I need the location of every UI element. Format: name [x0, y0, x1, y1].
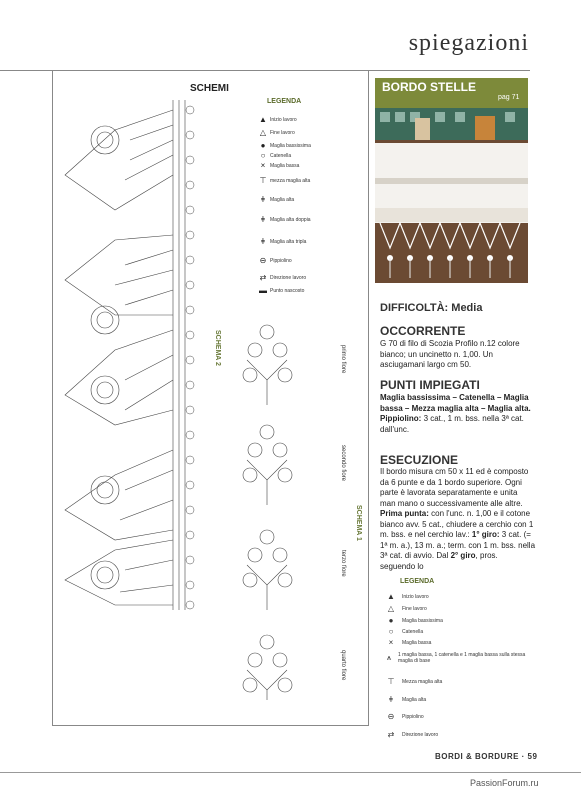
occorrente-text: G 70 di filo di Scozia Profilo n.12 colore bianco; un uncinetto n. 1,00. Un asciugamani largo cm 50.	[380, 339, 520, 369]
legend-item: × Maglia bassa	[380, 638, 530, 647]
start-arrow-icon: ▲	[259, 115, 267, 124]
motif-label: secondo fiore	[340, 445, 346, 482]
schemi-title: SCHEMI	[190, 83, 229, 94]
legend-item: ● Maglia bassissima	[256, 141, 311, 150]
triple-treble-icon: ǂ	[260, 237, 266, 246]
legend-item: △ Fine lavoro	[380, 604, 530, 613]
treble-icon: ǂ	[260, 215, 266, 224]
legend-item: ⊖ Pippiolino	[380, 712, 530, 721]
towel-photo	[375, 108, 528, 283]
legend-item: ⇄ Direzione lavoro	[380, 730, 530, 739]
difficulty: DIFFICOLTÀ: Media	[380, 302, 483, 314]
slip-stitch-icon: ●	[260, 141, 266, 150]
esecuzione-text: Il bordo misura cm 50 x 11 ed è composto da 6 punte e da 1 bordo superiore. Ogni parte è lavorata separatamente e unita man mano o successivamente alle altre. Prima punta: con l'unc. n. 1,00 e il cotone bianco avv. 5 cat., chiudere a cerchio con 1 m. bss. e nel cerchio lav.: 1° giro: 3 cat. (= 1ª m. a.), 13 m. a.; term. con 1 m. bss. nella 3ª cat. di avvio. Dal 2° giro, pros. seguendo lo	[380, 467, 536, 571]
legend-item: ǂ Maglia alta	[380, 695, 530, 704]
chain-icon: ○	[388, 627, 394, 636]
article-page-ref: pag 71	[498, 94, 520, 101]
chain-icon: ○	[260, 151, 266, 160]
legend-item: × Maglia bassa	[256, 161, 299, 170]
half-double-icon: ⊤	[259, 176, 267, 185]
legend-title: LEGENDA	[267, 98, 302, 105]
article-title: BORDO STELLE	[382, 80, 477, 94]
legend-item: ǂ Maglia alta doppia	[256, 215, 311, 224]
end-arrow-icon: △	[259, 128, 267, 137]
esecuzione-title: ESECUZIONE	[380, 453, 459, 467]
end-arrow-icon: △	[387, 604, 395, 613]
start-arrow-icon: ▲	[387, 592, 395, 601]
legend-item: ▬ Punto nascosto	[256, 286, 304, 295]
legend-item: ⇄ Direzione lavoro	[256, 273, 306, 282]
legend-item: ⩚ 1 maglia bassa, 1 catenella e 1 maglia bassa sulla stessa maglia di base	[380, 652, 530, 664]
slip-stitch-icon: ●	[388, 616, 394, 625]
diagram-frame-bottom	[52, 725, 368, 726]
legend-item: ○ Catenella	[256, 151, 291, 160]
diagram-frame-left	[52, 70, 53, 725]
motif-label: terzo fiore	[340, 550, 346, 577]
direction-icon: ⇄	[387, 730, 395, 739]
cluster-icon: ⩚	[386, 653, 392, 662]
legend-item: ▲ Inizio lavoro	[256, 115, 297, 124]
stitch-knot-icon: ▬	[259, 286, 267, 295]
legend-item: ⊤ Mezza maglia alta	[380, 677, 530, 686]
single-crochet-icon: ×	[260, 161, 266, 170]
double-crochet-icon: ǂ	[260, 195, 266, 204]
occorrente-title: OCCORRENTE	[380, 324, 466, 338]
watermark: PassionForum.ru	[470, 778, 539, 788]
picot-icon: ⊖	[259, 256, 267, 265]
diagram-frame-right	[368, 70, 369, 726]
page-footer: BORDI & BORDURE · 59	[435, 752, 538, 761]
legend-item: ⊤ mezza maglia alta	[256, 176, 310, 185]
direction-icon: ⇄	[259, 273, 267, 282]
legend-item: ⊖ Pippiolino	[256, 256, 292, 265]
legend-title: LEGENDA	[400, 578, 435, 585]
footer-divider	[0, 772, 581, 773]
punti-title: PUNTI IMPIEGATI	[380, 378, 480, 392]
half-double-icon: ⊤	[387, 677, 395, 686]
legend-item: △ Fine lavoro	[256, 128, 295, 137]
picot-icon: ⊖	[387, 712, 395, 721]
crochet-diagram	[55, 80, 365, 720]
header-divider	[52, 70, 530, 71]
section-title: spiegazioni	[408, 30, 529, 56]
motif-label: primo fiore	[340, 345, 346, 374]
single-crochet-icon: ×	[388, 638, 394, 647]
legend-item: ▲ Inizio lavoro	[380, 592, 530, 601]
legend-item: ○ Catenella	[380, 627, 530, 636]
schema2-label: SCHEMA 2	[214, 330, 221, 366]
double-crochet-icon: ǂ	[388, 695, 394, 704]
punti-text: Maglia bassissima – Catenella – Maglia bassa – Mezza maglia alta – Maglia alta. Pippiolino: 3 cat., 1 m. bss. nella 3ª cat. dall'unc.	[380, 393, 531, 434]
legend-item: ǂ Maglia alta	[256, 195, 294, 204]
legend-item: ǂ Maglia alta tripla	[256, 237, 306, 246]
motif-label: quarto fiore	[340, 650, 346, 681]
header-divider-left	[0, 70, 52, 71]
legend-item: ● Maglia bassissima	[380, 616, 530, 625]
schema1-label: SCHEMA 1	[355, 505, 362, 541]
